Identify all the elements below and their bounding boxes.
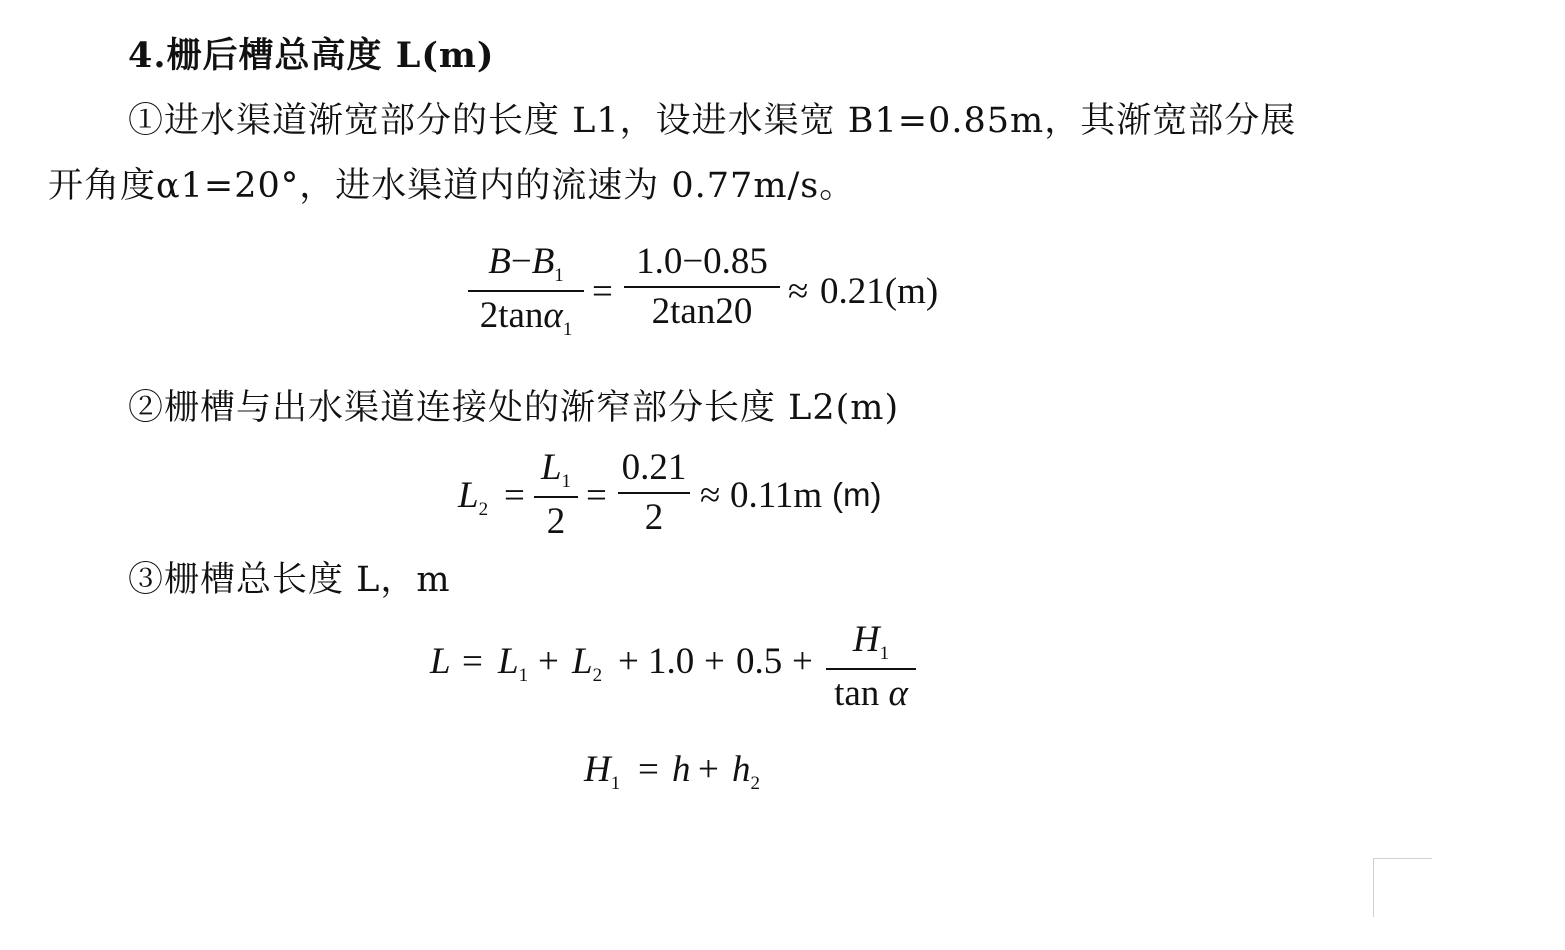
formula-3-term-1.0: 1.0 (648, 641, 695, 682)
formula-1-right-numerator: 1.0−0.85 (636, 241, 768, 282)
item3-line: ③栅槽总长度 L，m (128, 560, 451, 600)
formula-3-plus-2: + (618, 641, 639, 682)
formula-3-lhs: L (430, 641, 451, 682)
formula-2-frac1-numerator: $L_1$ (540, 447, 572, 492)
formula-2-unit: (m) (832, 476, 882, 513)
item2-line: ②栅槽与出水渠道连接处的渐窄部分长度 L2(m) (128, 388, 900, 428)
formula-1-left-denominator: 2tanα$_1$ (479, 295, 573, 340)
formula-3-fraction (826, 618, 916, 715)
formula-2 (458, 446, 908, 546)
formula-1-left-numerator: $B-B_1$ (488, 241, 564, 286)
formula-2-frac2-numerator: 0.21 (621, 447, 687, 488)
formula-2-equals-1: = (504, 475, 525, 516)
fraction-bar (826, 668, 916, 670)
formula-4-plus: + (698, 749, 719, 790)
formula-4-term-h: h (672, 749, 691, 790)
fraction-bar (534, 496, 578, 498)
formula-2-fraction-1 (534, 446, 578, 543)
formula-3-plus-3: + (704, 641, 725, 682)
formula-3-term-L2: $L_2$ (572, 641, 603, 686)
fraction-bar (618, 492, 690, 494)
formula-3-frac-denominator: tan α (834, 673, 908, 714)
formula-3 (430, 618, 930, 718)
formula-4-term-h2: $h_2$ (732, 749, 760, 794)
formula-1-right-denominator: 2tan20 (651, 291, 753, 332)
formula-1-result: 0.21(m) (820, 271, 939, 312)
section-heading: 4.栅后槽总高度 L(m) (128, 35, 495, 76)
fraction-bar (468, 290, 584, 292)
formula-3-plus-1: + (538, 641, 559, 682)
formula-1-equals: = (592, 271, 613, 312)
fraction-bar (624, 286, 780, 288)
formula-3-frac-numerator: $H_1$ (852, 619, 890, 664)
formula-2-equals-2: = (586, 475, 607, 516)
formula-2-approx: ≈ (700, 475, 721, 516)
formula-3-equals: = (462, 641, 483, 682)
formula-1-approx: ≈ (788, 271, 809, 312)
formula-3-term-0.5: 0.5 (736, 641, 783, 682)
formula-3-term-L1: $L_1$ (498, 641, 529, 686)
formula-1-fraction-right (624, 240, 780, 333)
formula-2-result: 0.11m (730, 475, 823, 516)
formula-3-plus-4: + (792, 641, 813, 682)
formula-4-equals: = (638, 749, 659, 790)
formula-2-fraction-2 (618, 446, 690, 539)
formula-4 (584, 748, 784, 798)
formula-1 (468, 240, 958, 350)
item1-line2: 开角度α1=20°，进水渠道内的流速为 0.77m/s。 (48, 166, 856, 206)
formula-2-frac1-denominator: 2 (546, 501, 566, 542)
formula-2-lhs: $L_2$ (458, 475, 489, 520)
page-corner-mark (1373, 858, 1432, 917)
formula-2-frac2-denominator: 2 (644, 497, 664, 538)
formula-1-fraction-left (468, 240, 584, 341)
formula-4-lhs: $H_1$ (584, 749, 621, 794)
item1-line1: ①进水渠道渐宽部分的长度 L1，设进水渠宽 B1=0.85m，其渐宽部分展 (128, 101, 1297, 141)
